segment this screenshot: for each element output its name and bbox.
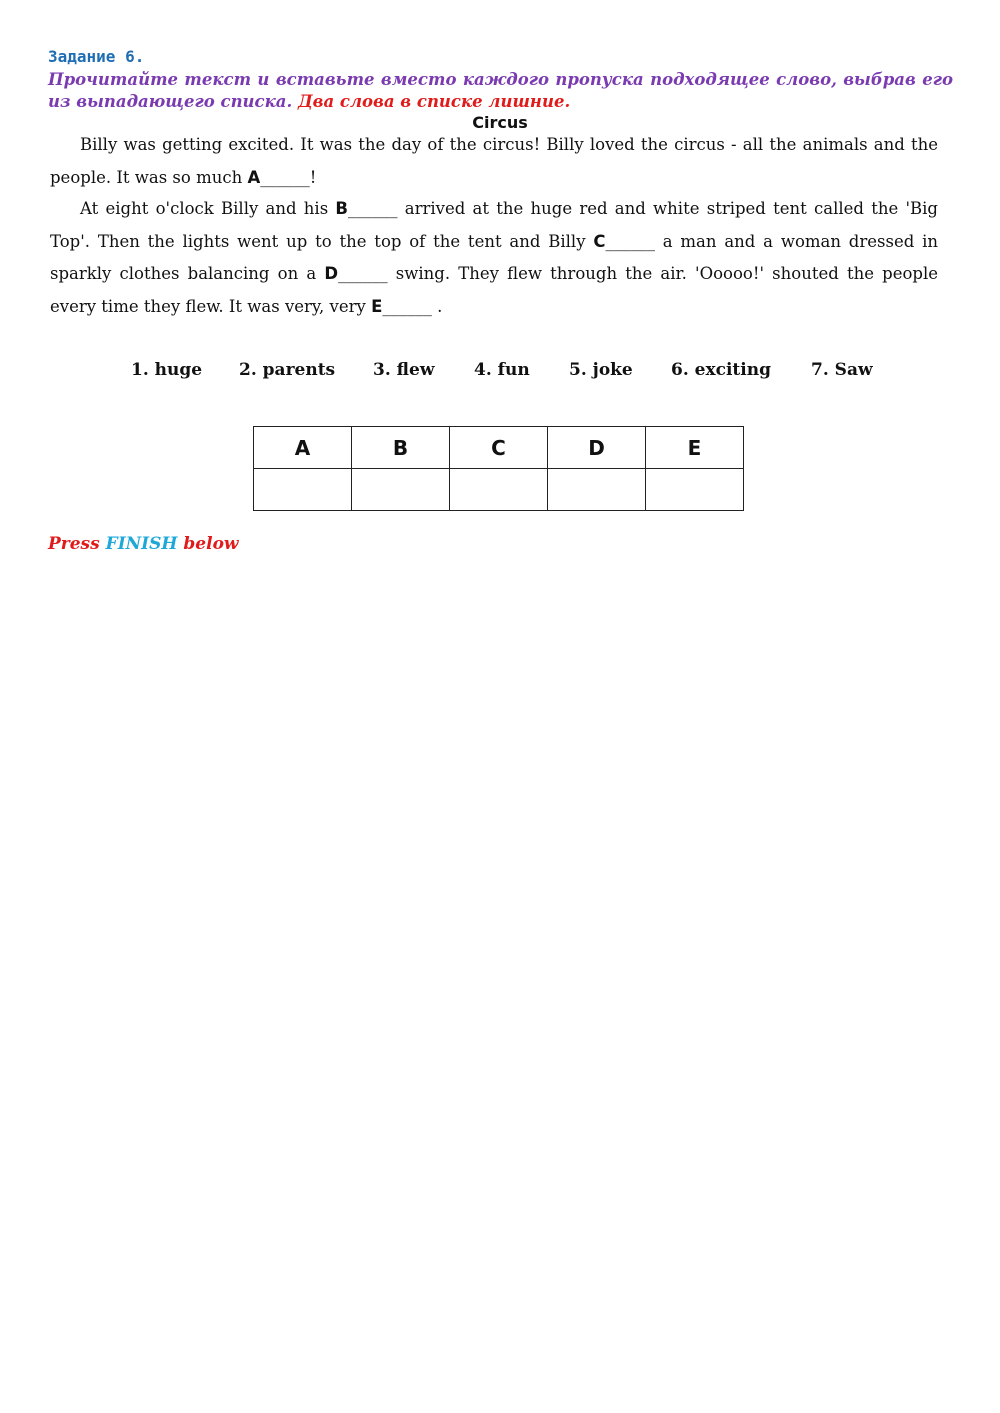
answer-input-d[interactable]	[550, 471, 644, 509]
finish-instruction	[48, 534, 239, 554]
p1-text: Billy was getting excited. It was the day of the circus! Billy loved the circus - all the animals and the people. It was so much	[50, 135, 938, 187]
option-item: 4. fun	[474, 360, 530, 380]
answer-cell-a[interactable]	[254, 469, 352, 511]
answer-header-d: D	[548, 427, 646, 469]
answer-header-e: E	[646, 427, 744, 469]
instruction-extra: Два слова в списке лишние.	[297, 92, 571, 111]
gap-b-blank[interactable]: ______	[348, 199, 398, 218]
answer-input-c[interactable]	[452, 471, 546, 509]
p2-text-4: swing. They flew through the air. 'Ooooo!' shouted the people every time they flew. It was very, very	[50, 264, 938, 316]
answer-table-input-row	[254, 469, 744, 511]
option-item: 7. Saw	[811, 360, 873, 380]
option-item: 5. joke	[569, 360, 633, 380]
answer-table	[253, 426, 744, 511]
answer-header-b: B	[352, 427, 450, 469]
option-item: 3. flew	[373, 360, 435, 380]
press-text: Press	[48, 534, 100, 554]
gap-e-blank[interactable]: ______	[382, 296, 432, 316]
p2-text-3: a man and a woman dressed in sparkly clothes balancing on a	[50, 231, 938, 283]
p2-text-1: At eight o'clock Billy and his	[80, 199, 336, 218]
p2-end: .	[431, 296, 443, 316]
gap-a-label: A	[247, 167, 261, 187]
answer-input-a[interactable]	[256, 471, 350, 509]
answer-header-a: A	[254, 427, 352, 469]
answer-cell-d[interactable]	[548, 469, 646, 511]
answer-header-c: C	[450, 427, 548, 469]
instruction-main: Прочитайте текст и вставьте вместо каждого пропуска подходящее слово, выбрав его из выпадающего списка.	[48, 70, 953, 111]
task-title: Задание 6.	[48, 47, 145, 66]
gap-a-blank[interactable]: ______	[260, 167, 310, 187]
answer-cell-b[interactable]	[352, 469, 450, 511]
story-paragraph-2	[50, 193, 938, 323]
answer-table-header-row	[254, 427, 744, 469]
answer-input-e[interactable]	[648, 471, 742, 509]
option-item: 1. huge	[131, 360, 203, 380]
p1-end: !	[309, 167, 317, 187]
gap-b-label: B	[335, 199, 348, 218]
gap-d-blank[interactable]: ______	[338, 264, 388, 283]
finish-text: FINISH	[105, 534, 178, 554]
option-item: 6. exciting	[671, 360, 771, 380]
story-paragraph-1	[50, 129, 938, 194]
option-item: 2. parents	[239, 360, 336, 380]
answer-cell-c[interactable]	[450, 469, 548, 511]
gap-c-blank[interactable]: ______	[605, 231, 655, 251]
gap-d-label: D	[324, 264, 339, 283]
p2-text-2: arrived at the huge red and white striped tent called the 'Big Top'. Then the lights went up to the top of the tent and Billy	[50, 199, 938, 251]
below-text: below	[183, 534, 239, 554]
story-title: Circus	[472, 113, 528, 132]
gap-c-label: C	[593, 231, 606, 251]
task-instructions	[48, 69, 953, 113]
answer-cell-e[interactable]	[646, 469, 744, 511]
answer-input-b[interactable]	[354, 471, 448, 509]
gap-e-label: E	[371, 296, 383, 316]
